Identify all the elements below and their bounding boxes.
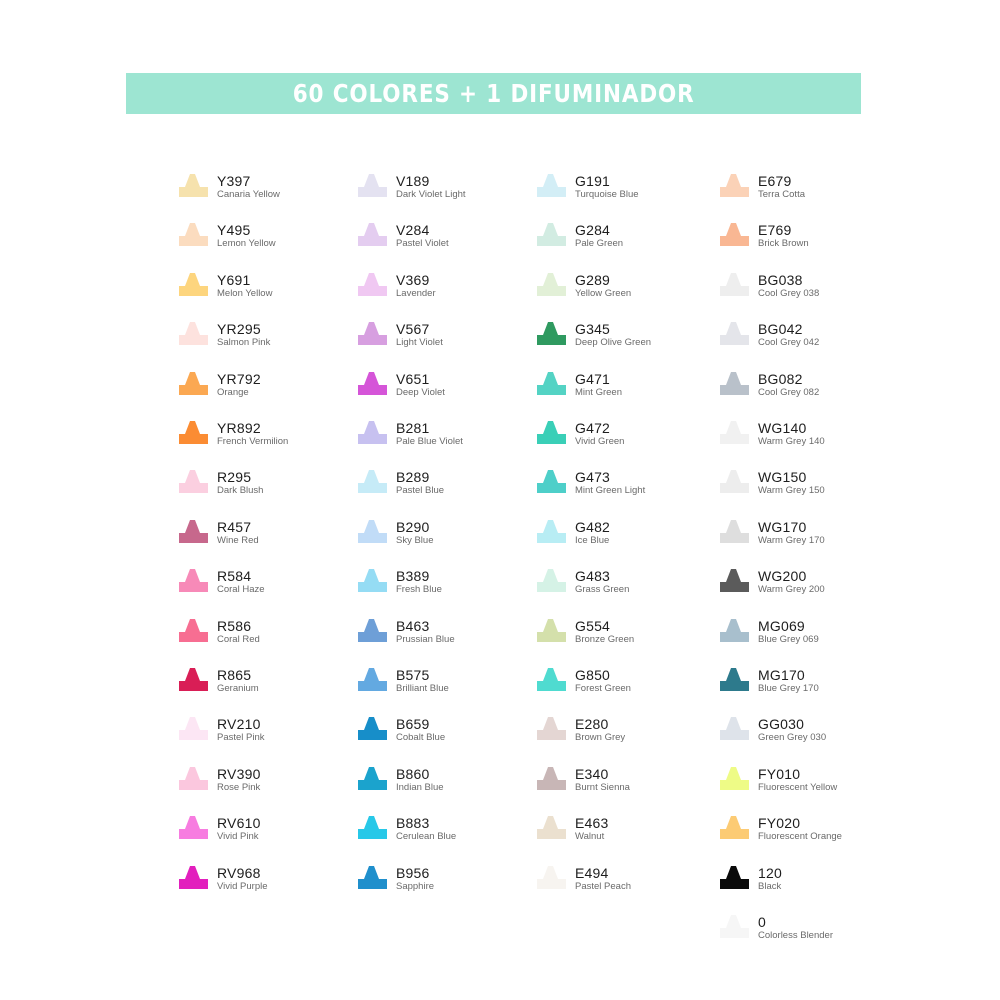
color-name: Melon Yellow <box>217 287 273 299</box>
color-name: Salmon Pink <box>217 337 271 349</box>
color-code: Y397 <box>217 173 251 189</box>
marker-tip-swatch <box>178 370 209 396</box>
color-name: Indian Blue <box>396 781 444 793</box>
marker-tip-swatch <box>536 666 567 692</box>
color-name: Pastel Violet <box>396 238 449 250</box>
color-item <box>719 316 899 356</box>
color-code: FY010 <box>758 765 801 782</box>
marker-tip-swatch <box>536 419 567 445</box>
color-item <box>719 761 899 801</box>
color-code: RV610 <box>217 815 261 832</box>
color-code: BG042 <box>758 321 803 338</box>
marker-tip-swatch <box>719 271 750 297</box>
color-name: Colorless Blender <box>758 930 833 941</box>
color-item <box>536 860 716 900</box>
color-name: Terra Cotta <box>758 189 805 200</box>
color-code: G850 <box>575 667 611 683</box>
color-code: Y691 <box>217 271 251 288</box>
color-item <box>719 860 899 900</box>
color-item <box>719 464 899 504</box>
color-name: Fluorescent Yellow <box>758 781 838 793</box>
marker-tip-swatch <box>178 765 209 791</box>
color-name: Fluorescent Orange <box>758 831 842 843</box>
color-code: V651 <box>396 370 430 387</box>
color-item <box>357 613 537 653</box>
color-code: R295 <box>217 469 252 486</box>
color-item <box>357 464 537 504</box>
color-item <box>536 316 716 356</box>
color-item <box>719 217 899 257</box>
marker-tip-swatch <box>357 864 388 890</box>
color-name: Black <box>758 880 782 892</box>
color-name: Coral Haze <box>217 584 265 596</box>
color-name: Burnt Sienna <box>575 781 630 793</box>
color-code: E679 <box>758 173 792 189</box>
marker-tip-swatch <box>536 715 567 741</box>
color-name: Ice Blue <box>575 534 610 546</box>
marker-tip-swatch <box>357 765 388 791</box>
color-item <box>357 860 537 900</box>
color-name: Pale Blue Violet <box>396 436 463 447</box>
marker-tip-swatch <box>719 913 750 939</box>
color-item <box>357 366 537 406</box>
banner-title: 60 COLORES + 1 DIFUMINADOR <box>292 79 695 108</box>
color-code: G482 <box>575 518 611 535</box>
marker-tip-swatch <box>719 567 750 593</box>
color-name: Walnut <box>575 831 605 843</box>
color-code: E340 <box>575 765 609 782</box>
color-name: Lavender <box>396 287 436 299</box>
color-item <box>719 810 899 850</box>
color-name: Fresh Blue <box>396 584 442 596</box>
color-item <box>536 464 716 504</box>
marker-tip-swatch <box>719 765 750 791</box>
color-item <box>536 810 716 850</box>
color-item <box>536 267 716 307</box>
marker-tip-swatch <box>536 567 567 593</box>
marker-tip-swatch <box>178 320 209 346</box>
color-item <box>357 168 537 208</box>
marker-tip-swatch <box>178 715 209 741</box>
marker-tip-swatch <box>719 617 750 643</box>
color-code: R865 <box>217 667 252 683</box>
color-code: B289 <box>396 469 430 486</box>
color-code: 120 <box>758 864 782 881</box>
color-item <box>536 761 716 801</box>
marker-tip-swatch <box>536 864 567 890</box>
marker-tip-swatch <box>357 567 388 593</box>
color-code: G191 <box>575 173 611 189</box>
marker-tip-swatch <box>719 715 750 741</box>
color-name: Forest Green <box>575 683 631 694</box>
marker-tip-swatch <box>536 617 567 643</box>
color-item <box>178 366 358 406</box>
color-name: Canaria Yellow <box>217 189 280 200</box>
color-item <box>719 662 899 702</box>
marker-tip-swatch <box>719 320 750 346</box>
color-name: Geranium <box>217 683 259 694</box>
color-item <box>719 267 899 307</box>
color-code: 0 <box>758 914 766 930</box>
color-code: G471 <box>575 370 611 387</box>
color-name: Sapphire <box>396 880 435 892</box>
color-name: Cool Grey 038 <box>758 287 820 299</box>
color-code: E463 <box>575 815 609 832</box>
color-name: Vivid Green <box>575 436 625 447</box>
color-item <box>719 514 899 554</box>
color-item <box>357 761 537 801</box>
marker-tip-swatch <box>178 271 209 297</box>
marker-tip-swatch <box>536 518 567 544</box>
color-item <box>178 415 358 455</box>
color-code: YR295 <box>217 321 261 338</box>
color-code: B956 <box>396 864 430 881</box>
color-name: Warm Grey 140 <box>758 436 825 447</box>
marker-tip-swatch <box>357 172 388 198</box>
color-name: Warm Grey 200 <box>758 584 825 596</box>
color-code: G473 <box>575 469 611 486</box>
color-code: WG200 <box>758 568 807 585</box>
color-item <box>178 217 358 257</box>
color-code: G472 <box>575 420 611 436</box>
color-item <box>357 563 537 603</box>
color-code: BG038 <box>758 271 803 288</box>
marker-tip-swatch <box>719 518 750 544</box>
color-item <box>719 909 899 949</box>
color-code: G554 <box>575 617 611 634</box>
color-name: Lemon Yellow <box>217 238 276 250</box>
color-code: B389 <box>396 568 430 585</box>
color-name: Yellow Green <box>575 287 632 299</box>
marker-tip-swatch <box>178 419 209 445</box>
color-item <box>178 464 358 504</box>
color-item <box>178 613 358 653</box>
marker-tip-swatch <box>357 320 388 346</box>
marker-tip-swatch <box>536 814 567 840</box>
color-name: Mint Green Light <box>575 485 646 497</box>
color-code: B883 <box>396 815 430 832</box>
marker-tip-swatch <box>719 172 750 198</box>
color-item <box>178 711 358 751</box>
color-name: Cerulean Blue <box>396 831 457 843</box>
color-name: Pastel Blue <box>396 485 445 497</box>
color-name: Orange <box>217 386 249 398</box>
marker-tip-swatch <box>719 370 750 396</box>
color-code: B290 <box>396 518 430 535</box>
color-code: E769 <box>758 222 792 239</box>
marker-tip-swatch <box>719 468 750 494</box>
color-item <box>536 168 716 208</box>
color-name: Deep Olive Green <box>575 337 652 349</box>
marker-tip-swatch <box>178 221 209 247</box>
color-name: Cool Grey 082 <box>758 386 820 398</box>
color-name: Light Violet <box>396 337 443 349</box>
color-name: Dark Violet Light <box>396 189 466 200</box>
marker-tip-swatch <box>536 468 567 494</box>
color-item <box>357 711 537 751</box>
color-name: Brick Brown <box>758 238 809 250</box>
color-code: G289 <box>575 271 611 288</box>
marker-tip-swatch <box>357 221 388 247</box>
color-code: E280 <box>575 716 609 733</box>
color-code: R584 <box>217 568 252 585</box>
color-item <box>536 613 716 653</box>
color-name: Coral Red <box>217 633 260 645</box>
marker-tip-swatch <box>357 271 388 297</box>
marker-tip-swatch <box>357 370 388 396</box>
color-code: MG069 <box>758 617 805 634</box>
marker-tip-swatch <box>536 320 567 346</box>
color-code: GG030 <box>758 716 805 733</box>
color-name: Pastel Peach <box>575 880 631 892</box>
color-code: BG082 <box>758 370 803 387</box>
marker-tip-swatch <box>178 172 209 198</box>
color-name: Bronze Green <box>575 633 635 645</box>
color-code: WG150 <box>758 469 807 486</box>
color-name: Vivid Pink <box>217 831 259 843</box>
marker-tip-swatch <box>719 666 750 692</box>
color-name: Warm Grey 170 <box>758 534 825 546</box>
marker-tip-swatch <box>178 617 209 643</box>
color-code: FY020 <box>758 815 801 832</box>
marker-tip-swatch <box>357 617 388 643</box>
color-item <box>178 168 358 208</box>
color-item <box>719 613 899 653</box>
color-name: Sky Blue <box>396 534 434 546</box>
color-code: WG170 <box>758 518 807 535</box>
marker-tip-swatch <box>357 666 388 692</box>
marker-tip-swatch <box>719 419 750 445</box>
color-code: B575 <box>396 667 430 683</box>
marker-tip-swatch <box>178 518 209 544</box>
color-item <box>719 563 899 603</box>
color-item <box>536 415 716 455</box>
color-name: Prussian Blue <box>396 633 455 645</box>
marker-tip-swatch <box>178 666 209 692</box>
color-name: Turquoise Blue <box>575 189 639 200</box>
marker-tip-swatch <box>357 419 388 445</box>
color-item <box>357 514 537 554</box>
color-item <box>178 810 358 850</box>
color-item <box>719 415 899 455</box>
marker-tip-swatch <box>719 864 750 890</box>
marker-tip-swatch <box>719 814 750 840</box>
color-code: Y495 <box>217 222 251 239</box>
marker-tip-swatch <box>357 715 388 741</box>
color-item <box>536 662 716 702</box>
color-name: Cobalt Blue <box>396 732 446 744</box>
color-item <box>178 761 358 801</box>
color-name: Dark Blush <box>217 485 264 497</box>
color-name: Green Grey 030 <box>758 732 827 744</box>
color-code: G483 <box>575 568 611 585</box>
color-code: RV210 <box>217 716 261 733</box>
color-name: Blue Grey 069 <box>758 633 819 645</box>
color-item <box>536 217 716 257</box>
marker-tip-swatch <box>357 814 388 840</box>
color-item <box>178 563 358 603</box>
color-name: Warm Grey 150 <box>758 485 825 497</box>
color-name: Brilliant Blue <box>396 683 449 694</box>
marker-tip-swatch <box>536 271 567 297</box>
color-code: RV390 <box>217 765 261 782</box>
color-item <box>178 514 358 554</box>
color-item <box>357 810 537 850</box>
marker-tip-swatch <box>719 221 750 247</box>
color-code: G345 <box>575 321 611 338</box>
color-item <box>536 366 716 406</box>
color-item <box>357 267 537 307</box>
color-item <box>536 711 716 751</box>
color-code: V567 <box>396 321 430 338</box>
color-item <box>536 514 716 554</box>
color-code: V369 <box>396 271 430 288</box>
color-name: Mint Green <box>575 386 622 398</box>
color-item <box>178 267 358 307</box>
color-code: RV968 <box>217 864 261 881</box>
marker-tip-swatch <box>536 765 567 791</box>
color-code: V284 <box>396 222 430 239</box>
color-code: WG140 <box>758 420 807 436</box>
color-item <box>178 662 358 702</box>
color-name: Rose Pink <box>217 781 261 793</box>
color-item <box>719 366 899 406</box>
color-name: Cool Grey 042 <box>758 337 820 349</box>
color-item <box>178 860 358 900</box>
color-name: Pale Green <box>575 238 624 250</box>
color-item <box>357 217 537 257</box>
color-code: R586 <box>217 617 252 634</box>
marker-tip-swatch <box>536 221 567 247</box>
color-code: R457 <box>217 518 252 535</box>
color-item <box>357 662 537 702</box>
color-item <box>536 563 716 603</box>
marker-tip-swatch <box>178 814 209 840</box>
color-code: B659 <box>396 716 430 733</box>
color-code: G284 <box>575 222 611 239</box>
color-code: MG170 <box>758 667 805 683</box>
color-item <box>178 316 358 356</box>
color-code: YR792 <box>217 370 261 387</box>
marker-tip-swatch <box>357 468 388 494</box>
color-code: B281 <box>396 420 430 436</box>
color-code: E494 <box>575 864 609 881</box>
color-name: Grass Green <box>575 584 630 596</box>
color-name: Wine Red <box>217 534 259 546</box>
color-name: French Vermilion <box>217 436 289 447</box>
marker-tip-swatch <box>536 370 567 396</box>
marker-tip-swatch <box>357 518 388 544</box>
color-code: YR892 <box>217 420 261 436</box>
color-code: B463 <box>396 617 430 634</box>
color-name: Pastel Pink <box>217 732 265 744</box>
color-name: Brown Grey <box>575 732 626 744</box>
marker-tip-swatch <box>178 567 209 593</box>
marker-tip-swatch <box>178 468 209 494</box>
color-code: V189 <box>396 173 430 189</box>
color-item <box>719 168 899 208</box>
marker-tip-swatch <box>536 172 567 198</box>
color-item <box>719 711 899 751</box>
color-code: B860 <box>396 765 430 782</box>
color-name: Deep Violet <box>396 386 445 398</box>
marker-tip-swatch <box>178 864 209 890</box>
color-item <box>357 316 537 356</box>
color-name: Blue Grey 170 <box>758 683 819 694</box>
color-name: Vivid Purple <box>217 880 268 892</box>
color-item <box>357 415 537 455</box>
